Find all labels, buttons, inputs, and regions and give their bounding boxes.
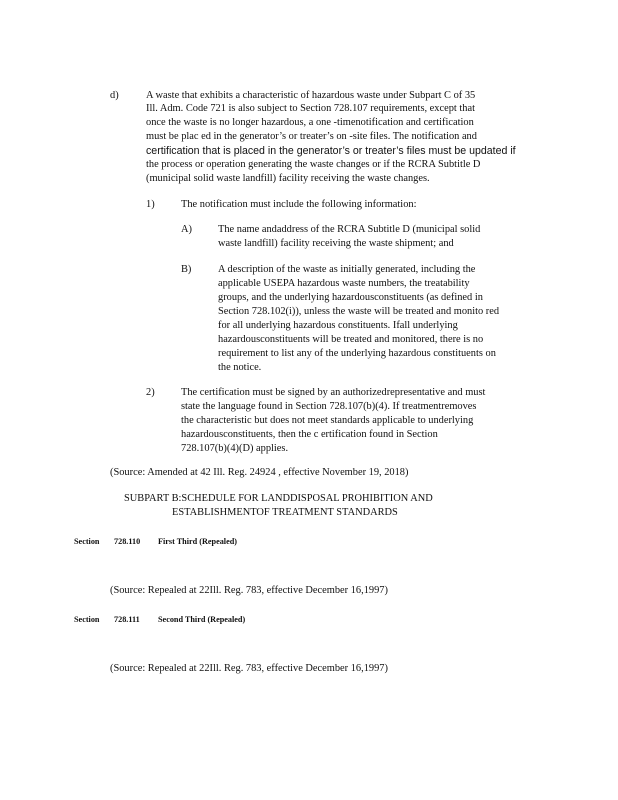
para-d-line: must be plac ed in the generator’s or treater’s on -site files. The notification and [146,131,477,142]
item-b-line: the notice. [218,362,262,373]
item-2-line: 728.107(b)(4)(D) applies. [181,443,289,454]
para-d-line: the process or operation generating the waste changes or if the RCRA Subtitle D [146,159,481,170]
item-b-line: groups, and the underlying hazardousconstituents (as defined in [218,292,483,303]
subpart-heading-line-1: SUBPART B:SCHEDULE FOR LANDDISPOSAL PROHIBITION AND [124,493,433,504]
para-d-label: d) [110,90,119,101]
source-note: (Source: Repealed at 22Ill. Reg. 783, effective December 16,1997) [110,585,388,596]
section-title: Second Third (Repealed) [158,615,246,624]
item-2-line: state the language found in Section 728.107(b)(4). If treatmentremoves [181,401,477,412]
para-d-line: A waste that exhibits a characteristic of hazardous waste under Subpart C of 35 [146,90,476,101]
item-b-line: for all underlying hazardous constituents. Ifall underlying [218,320,458,331]
item-2-line: hazardousconstituents, then the c ertification found in Section [181,429,438,440]
section-word: Section [74,615,100,624]
source-note: (Source: Repealed at 22Ill. Reg. 783, effective December 16,1997) [110,663,388,674]
item-b-line: hazardousconstituents will be treated and monitored, there is no [218,334,484,345]
item-b-line: applicable USEPA hazardous waste numbers, the treatability [218,278,470,289]
item-2-line: The certification must be signed by an authorizedrepresentative and must [181,387,486,398]
item-b-label: B) [181,264,192,275]
subpart-heading-line-2: ESTABLISHMENTOF TREATMENT STANDARDS [172,507,398,518]
item-2-line: the characteristic but does not meet standards applicable to underlying [181,415,474,426]
section-word: Section [74,537,100,546]
para-d-line: (municipal solid waste landfill) facility receiving the waste changes. [146,173,430,184]
para-d-line: once the waste is no longer hazardous, a one -timenotification and certification [146,117,474,128]
item-a-label: A) [181,224,192,235]
source-note: (Source: Amended at 42 Ill. Reg. 24924 , effective November 19, 2018) [110,467,409,478]
para-d-line: certification that is placed in the generator’s or treater’s files must be updated if [146,145,516,157]
item-1-label: 1) [146,199,155,210]
section-title: First Third (Repealed) [158,537,237,546]
para-d-line: Ill. Adm. Code 721 is also subject to Section 728.107 requirements, except that [146,103,475,114]
section-number: 728.111 [114,615,140,624]
item-b-line: requirement to list any of the underlying hazardous constituents on [218,348,496,359]
item-a-line: waste landfill) facility receiving the waste shipment; and [218,238,454,249]
section-number: 728.110 [114,537,141,546]
item-b-line: A description of the waste as initially generated, including the [218,264,476,275]
item-b-line: Section 728.102(i)), unless the waste will be treated and monito red [218,306,500,317]
item-2-label: 2) [146,387,155,398]
item-1-text: The notification must include the following information: [181,199,417,210]
item-a-line: The name andaddress of the RCRA Subtitle D (municipal solid [218,224,481,235]
